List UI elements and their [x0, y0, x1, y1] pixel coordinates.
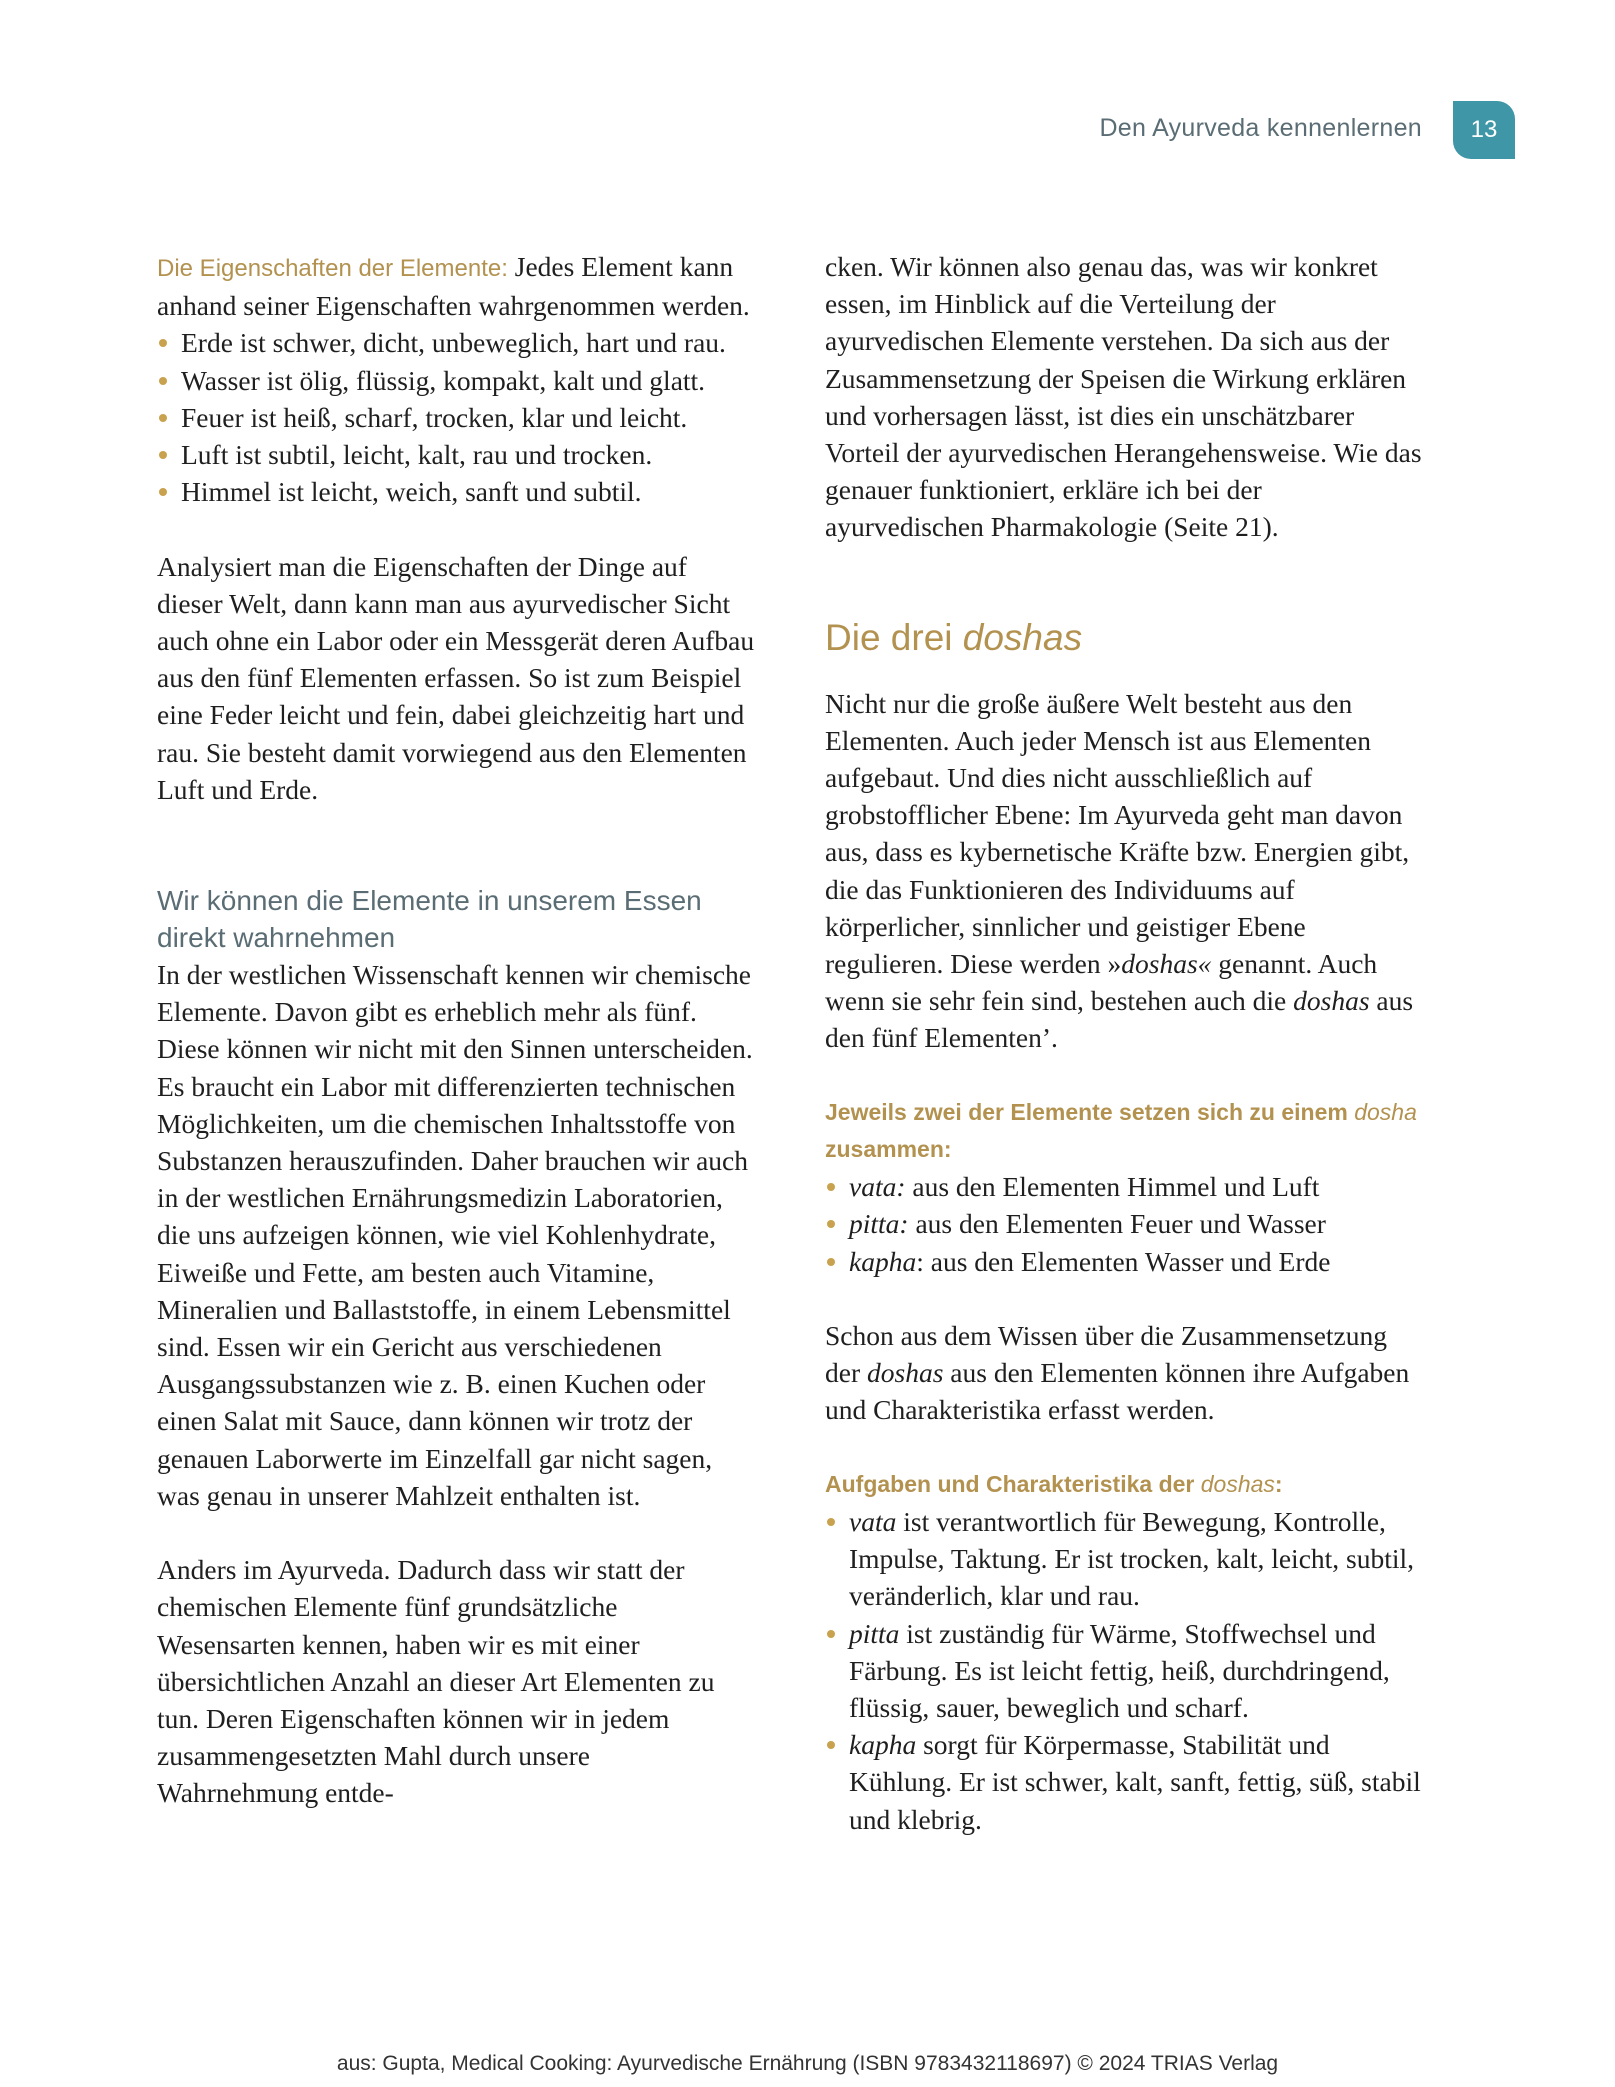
lead-text: Jedes Element kann anhand seiner Eigenschaften wahrgenommen werden. — [157, 251, 750, 322]
element-properties-list — [157, 324, 757, 510]
list-item: kapha sorgt für Körpermasse, Stabilität und Kühlung. Er ist schwer, kalt, sanft, fettig, süß, stabil und klebrig. — [825, 1726, 1425, 1838]
list-item: kapha: aus den Elementen Wasser und Erde — [825, 1243, 1425, 1280]
paragraph: cken. Wir können also genau das, was wir konkret essen, im Hinblick auf die Verteilung der ayurvedischen Elemente verstehen. Da sich aus der Zusammensetzung der Speisen die Wirkung erklären und vorhersagen lässt, ist dies ein unschätzbarer Vorteil der ayurvedischen Herangehensweise. Wie das genauer funktioniert, erkläre ich bei der ayurvedischen Pharmakologie (Seite 21). — [825, 251, 1422, 543]
source-footer: aus: Gupta, Medical Cooking: Ayurvedische Ernährung (ISBN 9783432118697) © 2024 TRIAS Verlag — [336, 2052, 1279, 2075]
elements-lead-paragraph — [157, 248, 757, 324]
right-column — [825, 248, 1425, 1838]
left-column — [157, 248, 757, 1812]
paragraph: Nicht nur die große äußere Welt besteht aus den Elementen. Auch jeder Mensch ist aus Elementen aufgebaut. Und dies nicht ausschließlich auf grobstofflicher Ebene: Im Ayurveda geht man davon aus, dass es kybernetische Kräfte bzw. Energien gibt, die das Funktionieren des Individuums auf körperlicher, sinnlicher und geistiger Ebene regulieren. Diese werden »doshas« genannt. Auch wenn sie sehr fein sind, bestehen auch die doshas aus den fünf Elementen’. — [825, 687, 1414, 1054]
section-heading: Die drei doshas — [825, 616, 1083, 658]
subheading-dosha-tasks: Aufgaben und Charakteristika der doshas: — [825, 1470, 1283, 1497]
running-header: Den Ayurveda kennenlernen — [1099, 114, 1422, 142]
section-subheading: Wir können die Elemente in unserem Essen direkt wahrnehmen — [157, 885, 702, 954]
list-item: Erde ist schwer, dicht, unbeweglich, hart und rau. — [157, 324, 757, 361]
list-item: Wasser ist ölig, flüssig, kompakt, kalt und glatt. — [157, 362, 757, 399]
dosha-tasks-list — [825, 1503, 1425, 1838]
list-item: vata ist verantwortlich für Bewegung, Kontrolle, Impulse, Taktung. Er ist trocken, kalt, leicht, subtil, veränderlich, klar und rau. — [825, 1503, 1425, 1615]
list-item: Feuer ist heiß, scharf, trocken, klar und leicht. — [157, 399, 757, 436]
list-item: Himmel ist leicht, weich, sanft und subtil. — [157, 473, 757, 510]
paragraph: In der westlichen Wissenschaft kennen wir chemische Elemente. Davon gibt es erheblich mehr als fünf. Diese können wir nicht mit den Sinnen unterscheiden. Es braucht ein Labor mit differenzierten technischen Möglichkeiten, um die chemischen Inhaltsstoffe von Substanzen herauszufinden. Daher brauchen wir auch in der westlichen Ernährungsmedizin Laboratorien, die uns aufzeigen können, wie viel Kohlenhydrate, Eiweiße und Fette, am besten auch Vitamine, Mineralien und Ballaststoffe, in einem Lebensmittel sind. Essen wir ein Gericht aus verschiedenen Ausgangssubstanzen wie z. B. einen Kuchen oder einen Salat mit Sauce, dann können wir trotz der genauen Laborwerte im Einzelfall gar nicht sagen, was genau in unserer Mahlzeit enthalten ist. — [157, 959, 753, 1511]
list-item: Luft ist subtil, leicht, kalt, rau und trocken. — [157, 436, 757, 473]
list-item: pitta ist zuständig für Wärme, Stoffwechsel und Färbung. Es ist leicht fettig, heiß, durchdringend, flüssig, sauer, beweglich und scharf. — [825, 1615, 1425, 1727]
dosha-composition-list — [825, 1168, 1425, 1280]
lead-label: Die Eigenschaften der Elemente: — [157, 255, 508, 282]
list-item: vata: aus den Elementen Himmel und Luft — [825, 1168, 1425, 1205]
subheading-doshas-composition: Jeweils zwei der Elemente setzen sich zu einem dosha zusammen: — [825, 1098, 1417, 1163]
paragraph: Schon aus dem Wissen über die Zusammensetzung der doshas aus den Elementen können ihre Aufgaben und Charakteristika erfasst werden. — [825, 1320, 1410, 1426]
page-number-badge: 13 — [1453, 101, 1515, 159]
paragraph: Anders im Ayurveda. Dadurch dass wir statt der chemischen Elemente fünf grundsätzliche Wesensarten kennen, haben wir es mit einer übersichtlichen Anzahl an dieser Art Elementen zu tun. Deren Eigenschaften können wir in jedem zusammengesetzten Mahl durch unsere Wahrnehmung entde- — [157, 1554, 715, 1809]
paragraph: Analysiert man die Eigenschaften der Dinge auf dieser Welt, dann kann man aus ayurvedischer Sicht auch ohne ein Labor oder ein Messgerät deren Aufbau aus den fünf Elementen erfassen. So ist zum Beispiel eine Feder leicht und fein, dabei gleichzeitig hart und rau. Sie besteht damit vorwiegend aus den Elementen Luft und Erde. — [157, 550, 755, 805]
list-item: pitta: aus den Elementen Feuer und Wasser — [825, 1205, 1425, 1242]
